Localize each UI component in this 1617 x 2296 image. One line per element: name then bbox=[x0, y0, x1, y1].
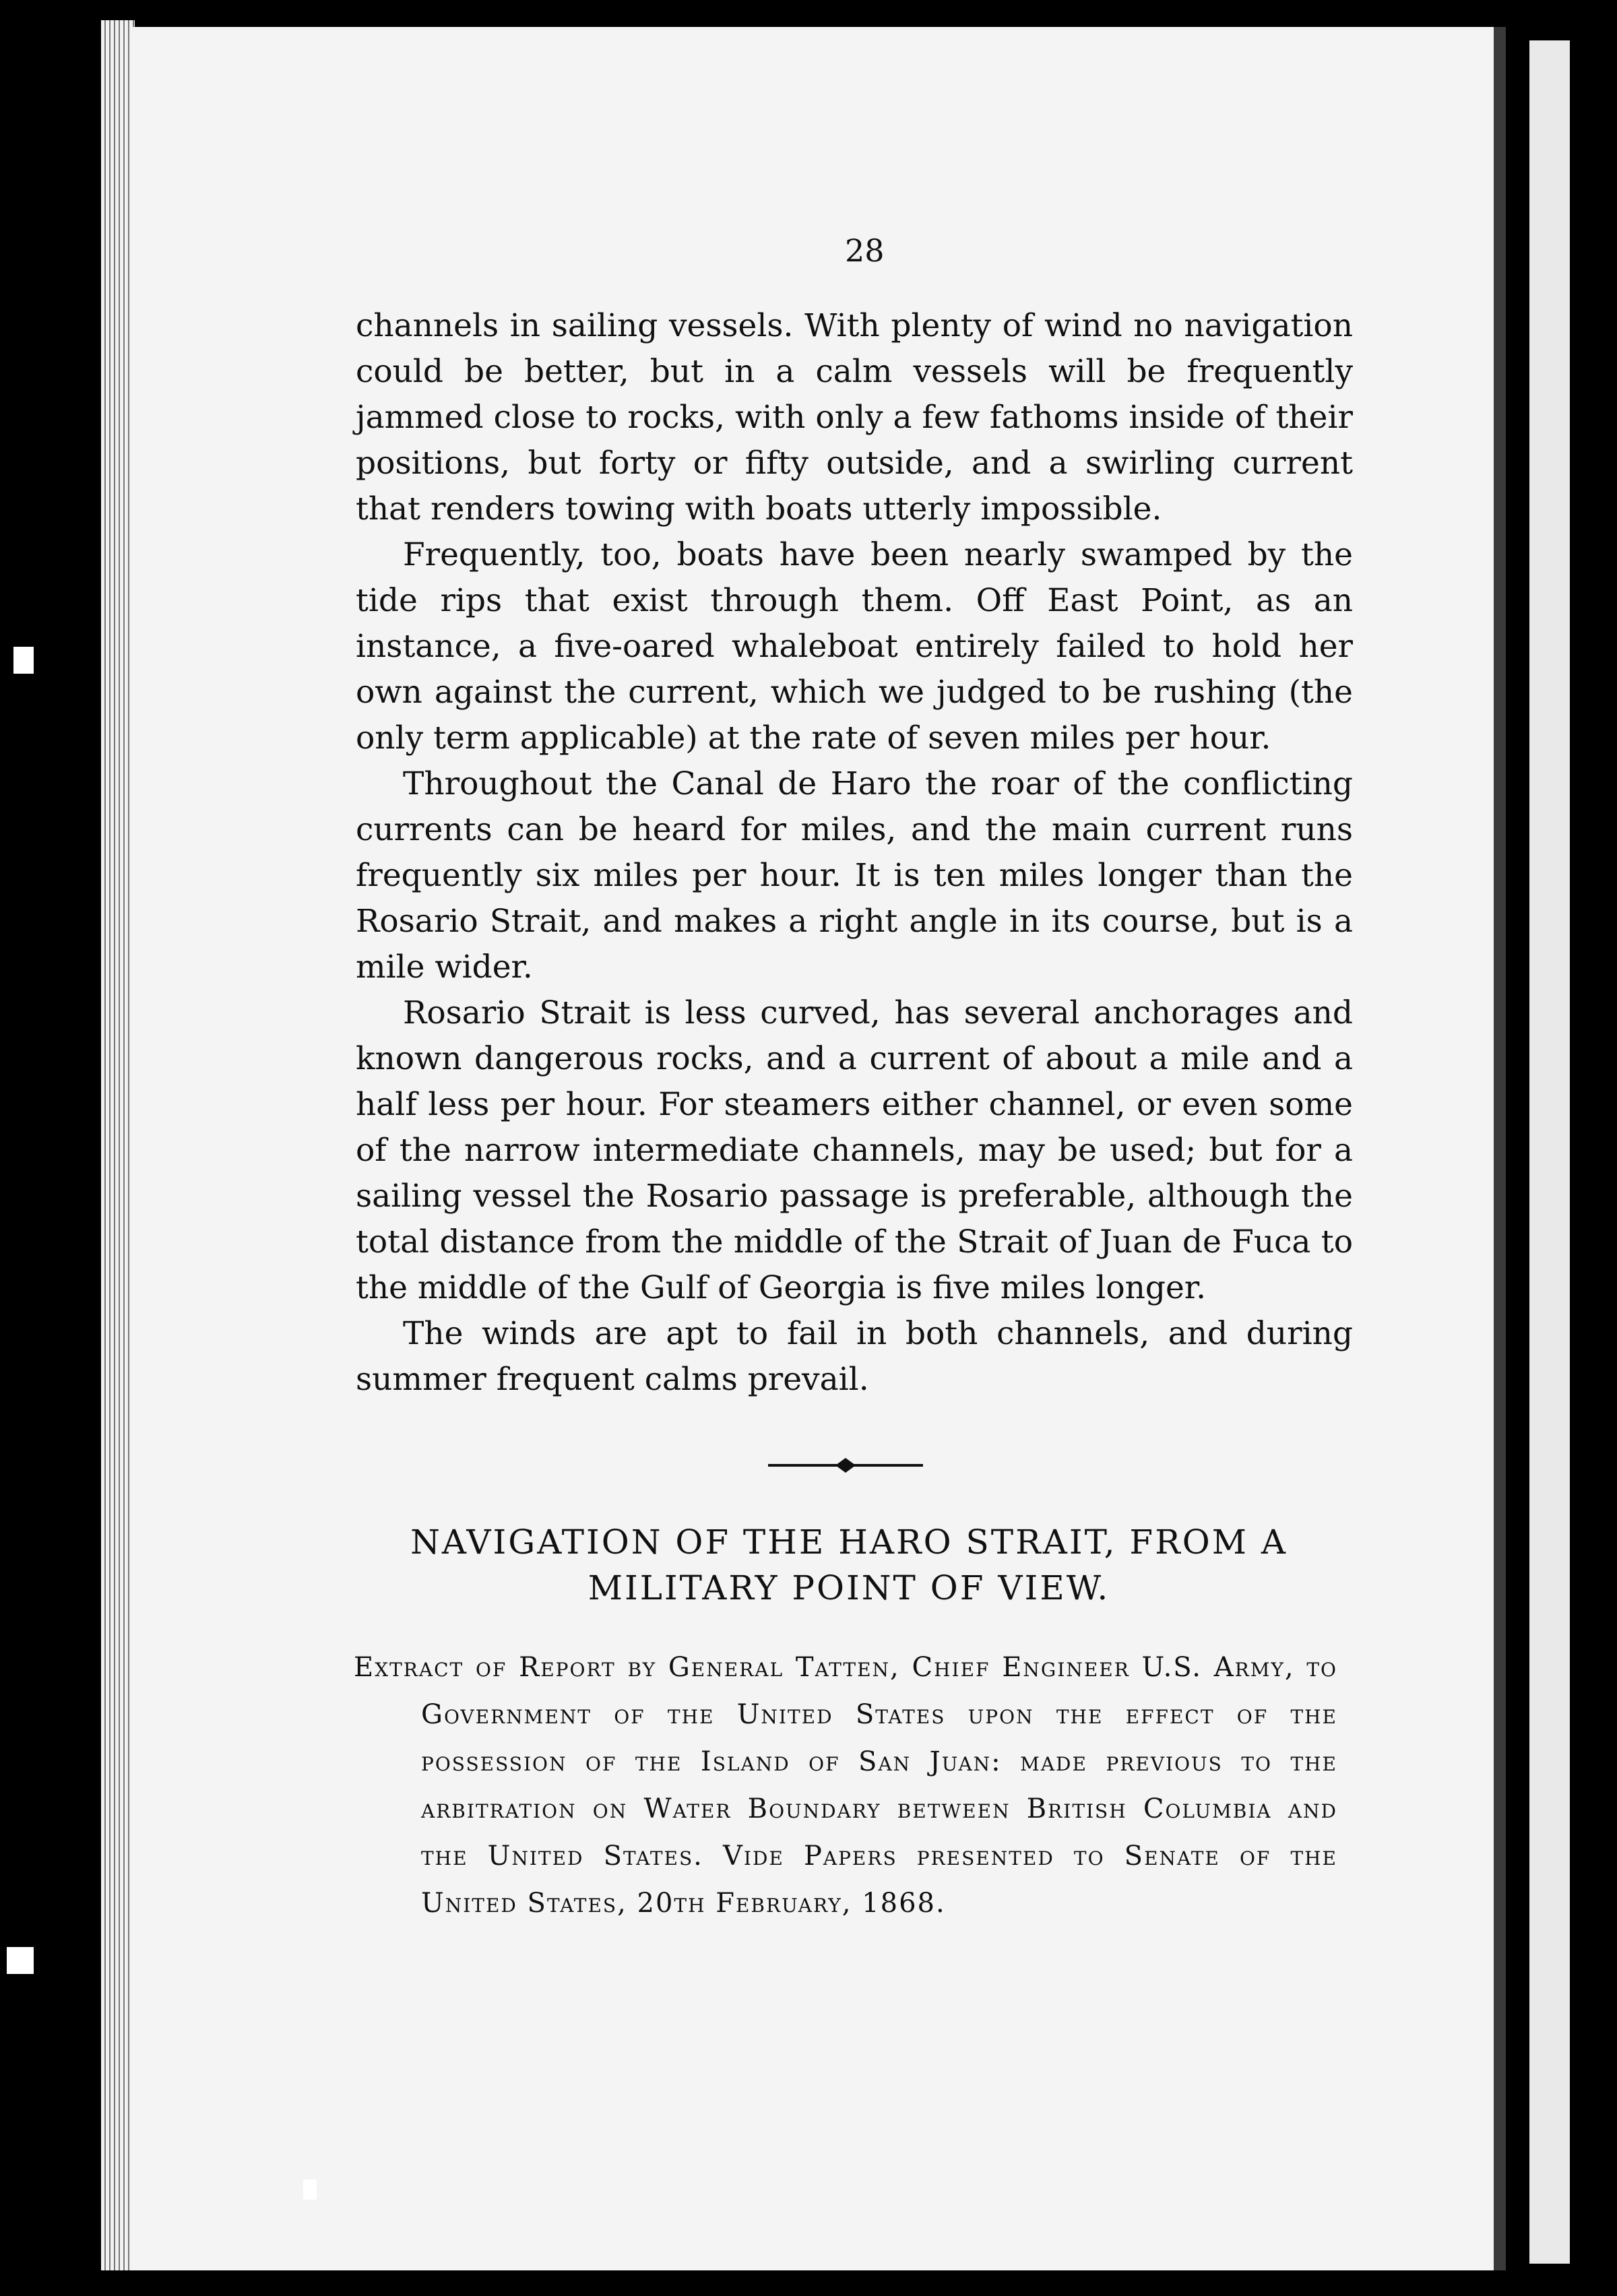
paragraph: Rosario Strait is less curved, has several anchorages and known dangerous rocks, and a current of about a mile and a half less per hour. For steamers either channel, or even some of the narrow intermediate channels, may be used; but for a sailing vessel the Rosario passage is preferable, although the total distance from the middle of the Strait of Juan de Fuca to the middle of the Gulf of Georgia is five miles longer. bbox=[356, 994, 1353, 1306]
paragraph: channels in sailing vessels. With plenty of wind no navigation could be better, but in a calm vessels will be frequently jammed close to rocks, with only a few fathoms inside of their positions, but forty or fifty outside, and a swirling current that renders towing with boats utterly impossible. bbox=[356, 307, 1353, 528]
paragraph: Frequently, too, boats have been nearly swamped by the tide rips that exist through them. Off East Point, as an instance, a five-oared whaleboat entirely failed to hold her own against the current, which we judged to be rushing (the only term applicable) at the rate of seven miles per hour. bbox=[356, 536, 1353, 757]
extract-heading: Extract of Report by General Tatten, Chief Engineer U.S. Army, to Government of the United States upon the effect of the possession of the Island of San Juan: made previous to the arbitration on Water Boundary between British Columbia and the United States. Vide Papers presented to Senate of the United States, 20th February, 1868. bbox=[354, 1652, 1337, 1919]
section-title: NAVIGATION OF THE HARO STRAIT, FROM A MILITARY POINT OF VIEW. bbox=[410, 1523, 1288, 1607]
body-text bbox=[356, 303, 1353, 1403]
scan-speck bbox=[7, 1947, 34, 1974]
page-edges bbox=[101, 20, 135, 2270]
scan-speck bbox=[303, 2179, 317, 2200]
paragraph: Throughout the Canal de Haro the roar of the conflicting currents can be heard for miles, and the main current runs frequently six miles per hour. It is ten miles longer than the Rosario Strait, and makes a right angle in its course, but is a mile wider. bbox=[356, 765, 1353, 986]
facing-page-edge bbox=[1529, 40, 1570, 2264]
page-number: 28 bbox=[845, 232, 885, 269]
ornamental-divider bbox=[768, 1455, 923, 1475]
scan-speck bbox=[13, 647, 34, 674]
paragraph: The winds are apt to fail in both channels, and during summer frequent calms prevail. bbox=[356, 1315, 1353, 1398]
